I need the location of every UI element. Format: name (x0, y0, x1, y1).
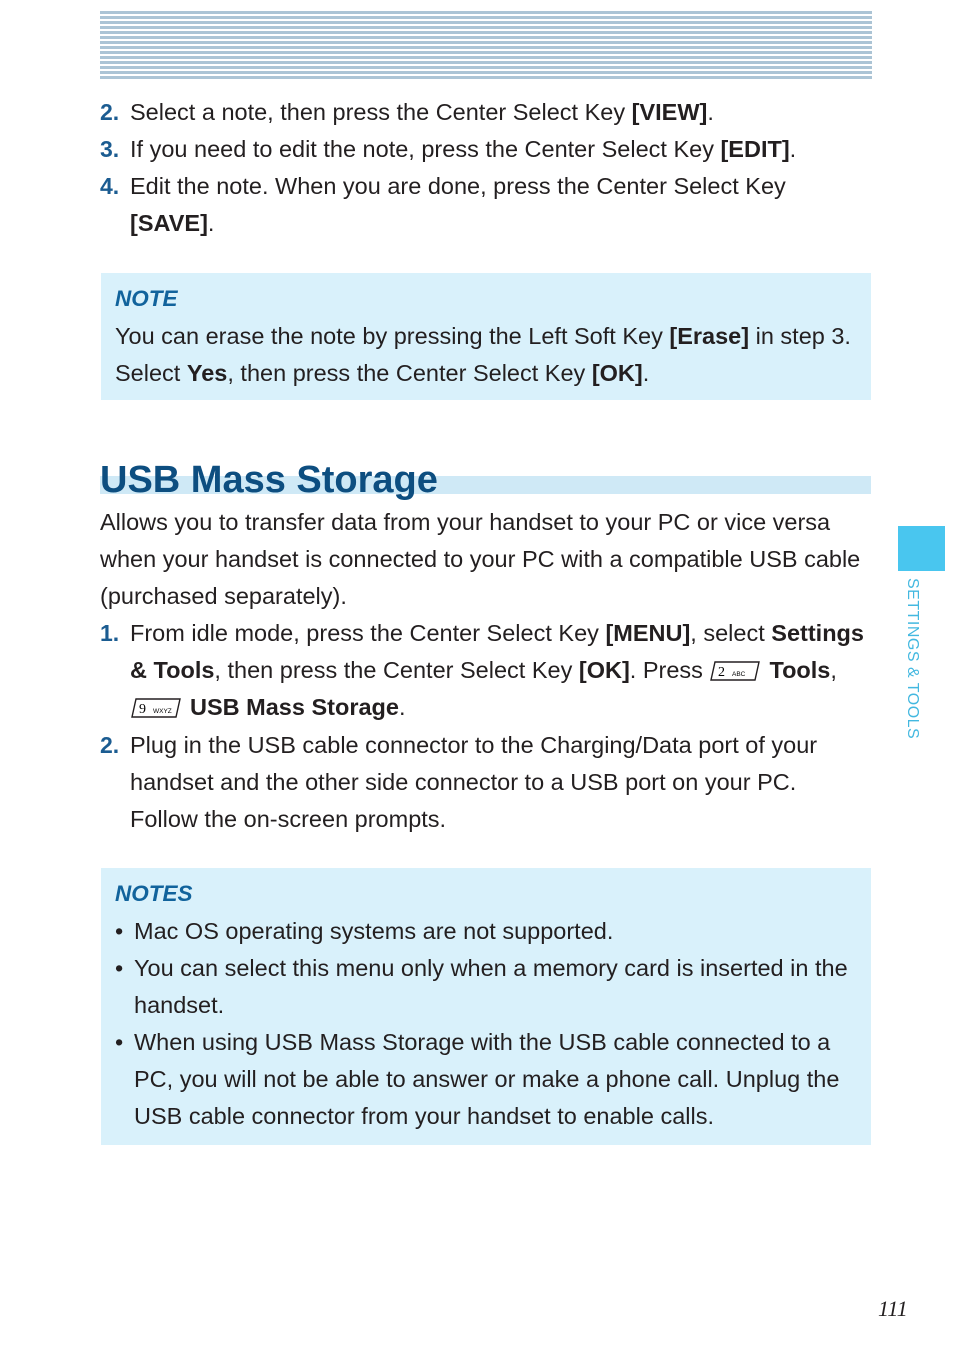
text-run: . (398, 694, 406, 720)
text-run: in step 3. Select (115, 323, 851, 386)
text-run: . (789, 136, 797, 162)
step-2 (100, 94, 870, 131)
bold-run: [OK] (591, 360, 643, 386)
step-text (130, 615, 870, 726)
notes-item-text: When using USB Mass Storage with the USB cable connected to a PC, you will not be able to answer or make a phone call. Unplug the USB cable connector from your handset to enable calls. (134, 1029, 840, 1129)
key-2-icon (709, 660, 761, 682)
usb-step-2 (100, 727, 870, 838)
key-number: 2 (718, 665, 726, 680)
bold-run: [MENU] (605, 620, 691, 646)
bold-run: [Erase] (669, 323, 750, 349)
notes-item (115, 950, 855, 1024)
text-run: Select a note, then press the Center Select Key (130, 99, 632, 125)
usb-step-1 (100, 615, 870, 726)
bullet: • (115, 1029, 124, 1055)
key-9-icon (130, 697, 182, 719)
text-run: . (642, 360, 650, 386)
bold-run: Tools (769, 657, 831, 683)
bold-run: Yes (186, 360, 228, 386)
step-number: 3. (100, 136, 120, 162)
notes-item (115, 1024, 855, 1135)
text-run: , select (690, 620, 772, 646)
step-3 (100, 131, 870, 168)
notes-item (115, 913, 855, 950)
step-number: 2. (100, 99, 120, 125)
bold-run: [SAVE] (130, 210, 208, 236)
bold-run: [OK] (578, 657, 630, 683)
key-number: 9 (139, 702, 146, 717)
step-number: 2. (100, 732, 120, 758)
text-run: . (207, 210, 215, 236)
section-intro: Allows you to transfer data from your handset to your PC or vice versa when your handset is connected to your PC with a compatible USB cable (purchased separately). (100, 509, 861, 609)
page-number: 111 (878, 1296, 908, 1321)
bullet: • (115, 955, 124, 981)
chapter-tab (898, 526, 945, 571)
header-decoration (100, 11, 872, 79)
step-4 (100, 168, 840, 242)
note-text (115, 318, 855, 392)
bold-run: USB Mass Storage (190, 694, 399, 720)
text-run: You can erase the note by pressing the Left Soft Key (115, 323, 670, 349)
notes-item-text: Mac OS operating systems are not supported. (134, 918, 614, 944)
text-run: . Press (629, 657, 710, 683)
notes-item-text: You can select this menu only when a memory card is inserted in the handset. (134, 955, 848, 1018)
key-letters: ABC (732, 671, 746, 678)
bold-run: [VIEW] (631, 99, 708, 125)
step-number: 1. (100, 620, 120, 646)
step-text (130, 94, 870, 131)
step-text: Plug in the USB cable connector to the Charging/Data port of your handset and the other side connector to a USB port on your PC. Follow the on-screen prompts. (130, 732, 818, 832)
notes-box (101, 868, 871, 1145)
text-run: , then press the Center Select Key (227, 360, 592, 386)
bold-run: [EDIT] (720, 136, 790, 162)
notes-title: NOTES (115, 881, 193, 906)
text-run: . (707, 99, 714, 125)
text-run: , then press the Center Select Key (214, 657, 579, 683)
chapter-tab-label: SETTINGS & TOOLS (904, 578, 921, 740)
section-title: USB Mass Storage (100, 459, 438, 501)
step-text (130, 168, 840, 242)
bold-run: Settings & Tools (130, 620, 864, 683)
text-run: From idle mode, press the Center Select Key (130, 620, 606, 646)
key-letters: WXYZ (153, 708, 172, 715)
step-text (130, 131, 870, 168)
note-box (101, 273, 871, 400)
text-run: , (830, 657, 837, 683)
text-run: If you need to edit the note, press the Center Select Key (130, 136, 721, 162)
note-title: NOTE (115, 286, 178, 311)
text-run: Edit the note. When you are done, press the Center Select Key (130, 173, 786, 199)
step-number: 4. (100, 173, 120, 199)
bullet: • (115, 918, 124, 944)
